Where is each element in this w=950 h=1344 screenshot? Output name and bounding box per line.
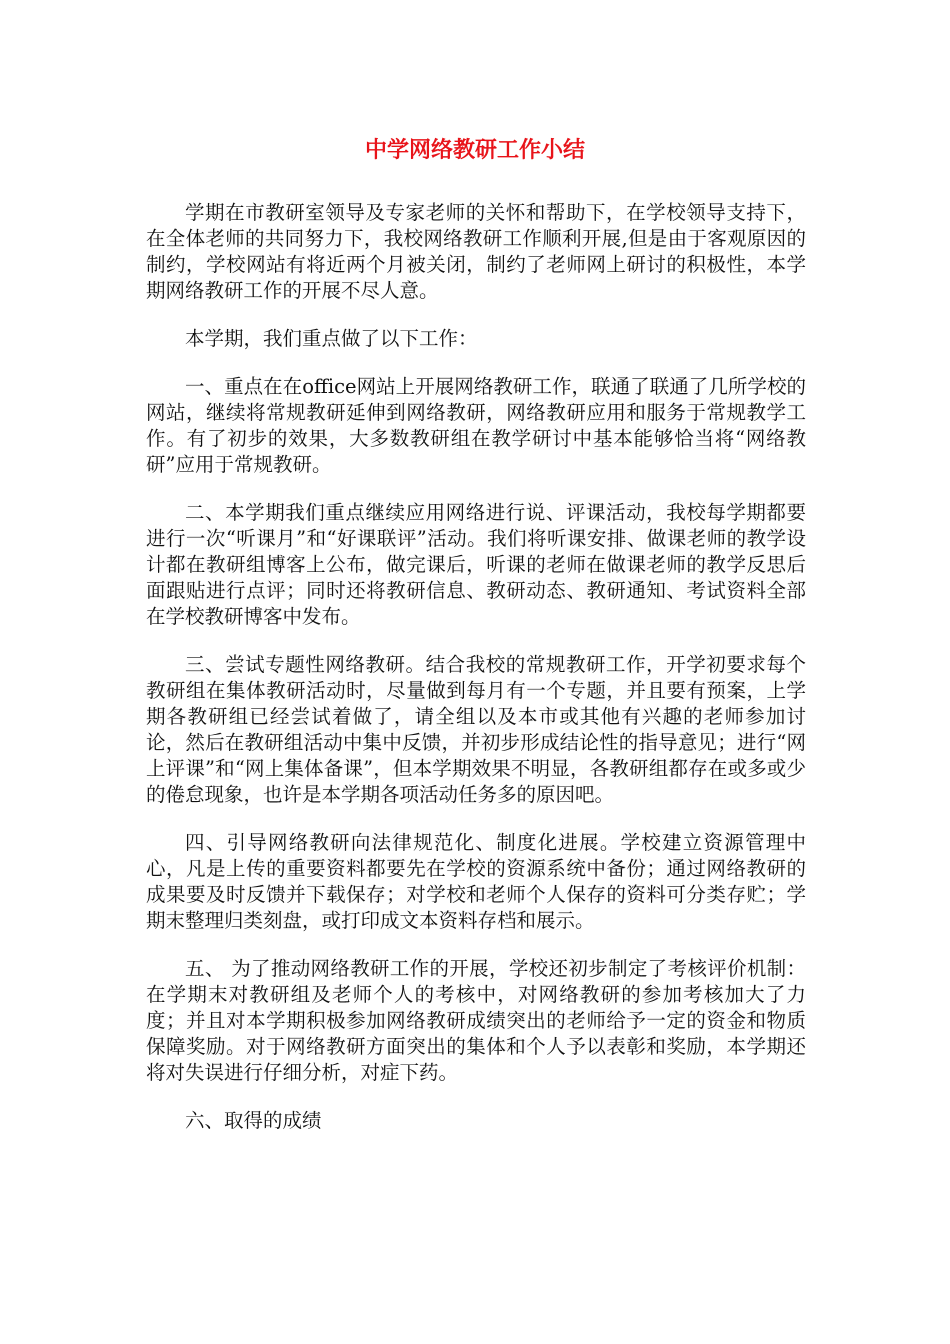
paragraph-item-6: 六、取得的成绩	[185, 1109, 322, 1132]
paragraph-item-3: 三、尝试专题性网络教研。结合我校的常规教研工作，开学初要求每个教研组在集体教研活动时，尽量做到每月有一个专题，并且要有预案，上学期各教研组已经尝试着做了，请全组以及本市或其他有兴趣的老师参加讨论，然后在教研组活动中集中反馈，并初步形成结论性的指导意见；进行“网上评课”和“网上集体备课”，但本学期效果不明显，各教研组都存在或多或少的倦怠现象，也许是本学期各项活动任务多的原因吧。	[146, 653, 806, 806]
paragraph-item-4: 四、引导网络教研向法律规范化、制度化进展。学校建立资源管理中心，凡是上传的重要资料都要先在学校的资源系统中备份；通过网络教研的成果要及时反馈并下载保存；对学校和老师个人保存的资料可分类存贮；学期末整理归类刻盘，或打印成文本资料存档和展示。	[146, 831, 806, 932]
paragraph-item-2: 二、本学期我们重点继续应用网络进行说、评课活动，我校每学期都要进行一次“听课月”和“好课联评”活动。我们将听课安排、做课老师的教学设计都在教研组博客上公布，做完课后，听课的老师在做课老师的教学反思后面跟贴进行点评；同时还将教研信息、教研动态、教研通知、考试资料全部在学校教研博客中发布。	[146, 501, 806, 628]
paragraph-work-summary: 本学期，我们重点做了以下工作：	[185, 327, 478, 350]
document-body	[146, 200, 806, 1156]
paragraph-intro: 学期在市教研室领导及专家老师的关怀和帮助下，在学校领导支持下，在全体老师的共同努力下，我校网络教研工作顺利开展,但是由于客观原因的制约，学校网站有将近两个月被关闭，制约了老师网上研讨的积极性，本学期网络教研工作的开展不尽人意。	[146, 201, 806, 302]
paragraph-item-5: 五、 为了推动网络教研工作的开展，学校还初步制定了考核评价机制：在学期末对教研组及老师个人的考核中，对网络教研的参加考核加大了力度；并且对本学期积极参加网络教研成绩突出的老师给予一定的资金和物质保障奖励。对于网络教研方面突出的集体和个人予以表彰和奖励，本学期还将对失误进行仔细分析，对症下药。	[146, 957, 806, 1084]
document-title: 中学网络教研工作小结	[364, 138, 585, 163]
paragraph-item-1: 一、重点在在office网站上开展网络教研工作，联通了联通了几所学校的网站，继续将常规教研延伸到网络教研，网络教研应用和服务于常规教学工作。有了初步的效果，大多数教研组在教学研讨中基本能够恰当将“网络教研”应用于常规教研。	[146, 375, 806, 476]
